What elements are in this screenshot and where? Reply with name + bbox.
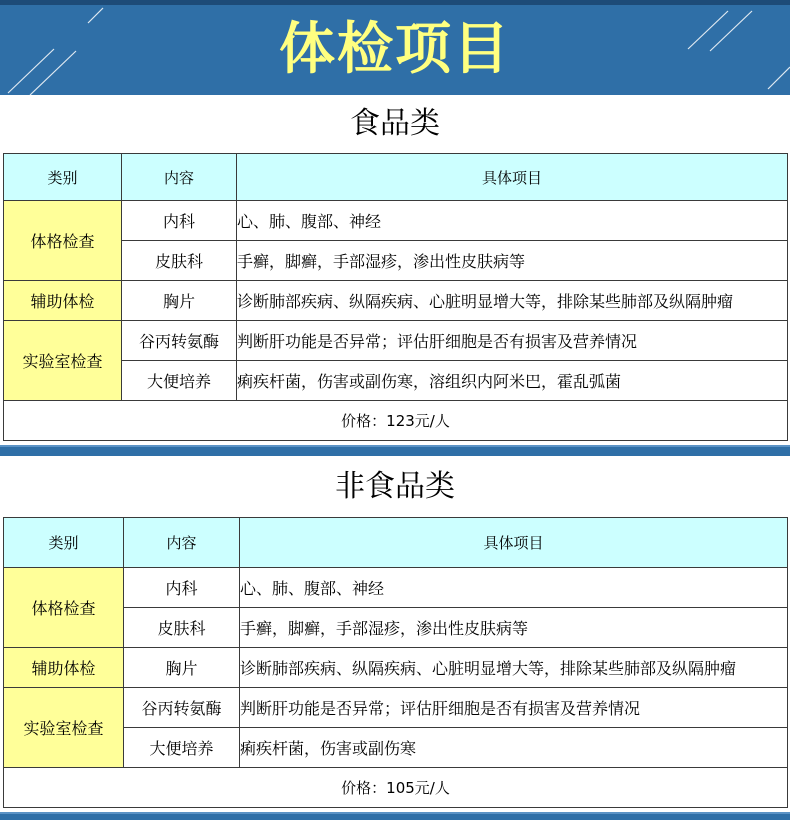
content-cell: 谷丙转氨酶 — [122, 321, 237, 361]
table-header-row — [4, 518, 788, 568]
detail-cell: 诊断肺部疾病、纵隔疾病、心脏明显增大等，排除某些肺部及纵隔肿瘤 — [237, 281, 788, 321]
food-table-container — [3, 153, 787, 441]
detail-cell: 心、肺、腹部、神经 — [237, 201, 788, 241]
detail-cell: 心、肺、腹部、神经 — [240, 568, 788, 608]
table-row — [4, 281, 788, 321]
price-cell: 价格：105元/人 — [4, 768, 788, 808]
content-cell: 胸片 — [122, 281, 237, 321]
detail-cell: 诊断肺部疾病、纵隔疾病、心脏明显增大等，排除某些肺部及纵隔肿瘤 — [240, 648, 788, 688]
category-cell: 体格检查 — [4, 568, 124, 648]
detail-cell: 痢疾杆菌，伤害或副伤寒，溶组织内阿米巴，霍乱弧菌 — [237, 361, 788, 401]
content-cell: 内科 — [122, 201, 237, 241]
content-cell: 胸片 — [124, 648, 240, 688]
section-heading-non-food: 非食品类 — [335, 469, 455, 504]
category-cell: 辅助体检 — [4, 648, 124, 688]
header-detail: 具体项目 — [237, 154, 788, 201]
detail-cell: 手癣，脚癣，手部湿疹，渗出性皮肤病等 — [240, 608, 788, 648]
content-cell: 皮肤科 — [122, 241, 237, 281]
bottom-band — [0, 812, 790, 820]
table-row — [4, 241, 788, 281]
price-cell: 价格：123元/人 — [4, 401, 788, 441]
category-cell: 体格检查 — [4, 201, 122, 281]
food-table — [3, 153, 788, 441]
price-row — [4, 401, 788, 441]
detail-cell: 痢疾杆菌，伤害或副伤寒 — [240, 728, 788, 768]
header-detail: 具体项目 — [240, 518, 788, 568]
detail-cell: 判断肝功能是否异常；评估肝细胞是否有损害及营养情况 — [237, 321, 788, 361]
content-cell: 大便培养 — [122, 361, 237, 401]
header-category: 类别 — [4, 518, 124, 568]
table-row — [4, 648, 788, 688]
title-banner — [0, 0, 790, 95]
content-cell: 谷丙转氨酶 — [124, 688, 240, 728]
category-cell: 辅助体检 — [4, 281, 122, 321]
section-divider — [0, 445, 790, 456]
price-row — [4, 768, 788, 808]
table-row — [4, 201, 788, 241]
table-row — [4, 568, 788, 608]
non-food-table — [3, 517, 788, 808]
section-heading-food: 食品类 — [350, 106, 440, 141]
table-row — [4, 361, 788, 401]
header-content: 内容 — [124, 518, 240, 568]
category-cell: 实验室检查 — [4, 688, 124, 768]
detail-cell: 手癣，脚癣，手部湿疹，渗出性皮肤病等 — [237, 241, 788, 281]
detail-cell: 判断肝功能是否异常；评估肝细胞是否有损害及营养情况 — [240, 688, 788, 728]
table-header-row — [4, 154, 788, 201]
non-food-table-container — [3, 517, 787, 808]
content-cell: 皮肤科 — [124, 608, 240, 648]
header-category: 类别 — [4, 154, 122, 201]
content-cell: 内科 — [124, 568, 240, 608]
page-title: 体检项目 — [279, 17, 511, 82]
content-cell: 大便培养 — [124, 728, 240, 768]
header-content: 内容 — [122, 154, 237, 201]
category-cell: 实验室检查 — [4, 321, 122, 401]
table-row — [4, 688, 788, 728]
table-row — [4, 321, 788, 361]
